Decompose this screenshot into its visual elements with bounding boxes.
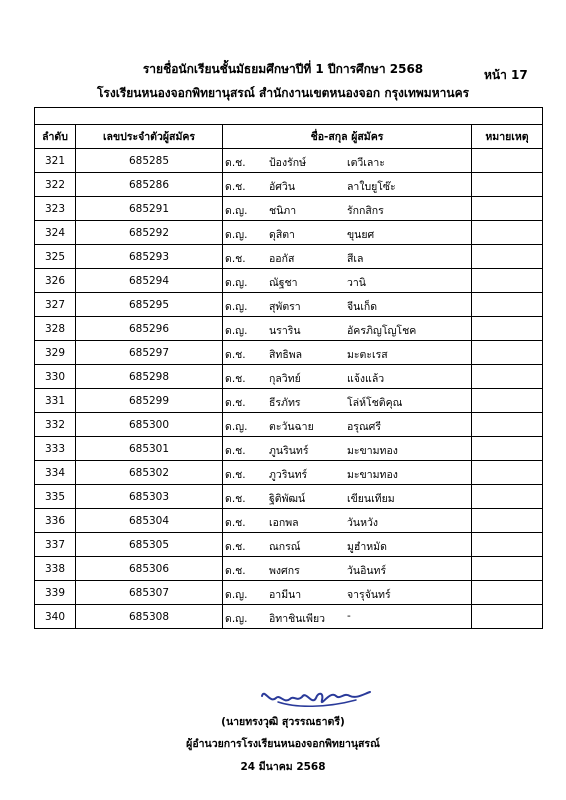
table-row xyxy=(35,605,543,629)
table-row xyxy=(35,149,543,173)
last-name: มะขามทอง xyxy=(347,469,398,481)
cell-note xyxy=(472,557,543,581)
table-row xyxy=(35,413,543,437)
cell-note xyxy=(472,533,543,557)
cell-app-id: 685286 xyxy=(76,173,223,197)
cell-note xyxy=(472,389,543,413)
name-prefix: ด.ช. xyxy=(225,157,246,169)
cell-app-id: 685296 xyxy=(76,317,223,341)
table-row xyxy=(35,293,543,317)
signer-name: (นายทรงวุฒิ สุวรรณธาตรี) xyxy=(221,716,345,728)
header-note: หมายเหตุ xyxy=(472,125,543,149)
cell-app-id: 685305 xyxy=(76,533,223,557)
cell-name xyxy=(223,197,472,221)
last-name: จารุจันทร์ xyxy=(347,589,391,601)
name-prefix: ด.ช. xyxy=(225,349,246,361)
first-name: สุพัตรา xyxy=(269,301,301,313)
cell-note xyxy=(472,317,543,341)
name-prefix: ด.ช. xyxy=(225,397,246,409)
cell-name xyxy=(223,437,472,461)
name-prefix: ด.ช. xyxy=(225,517,246,529)
table-row xyxy=(35,437,543,461)
header-seq: ลำดับ xyxy=(35,125,76,149)
table-row xyxy=(35,533,543,557)
last-name: ลาใบยูโซ๊ะ xyxy=(347,181,396,193)
cell-name xyxy=(223,341,472,365)
table-row xyxy=(35,365,543,389)
cell-note xyxy=(472,461,543,485)
last-name: เตวีเลาะ xyxy=(347,157,385,169)
last-name: ขุนยศ xyxy=(347,229,375,241)
cell-name xyxy=(223,557,472,581)
cell-app-id: 685304 xyxy=(76,509,223,533)
cell-name xyxy=(223,221,472,245)
cell-name xyxy=(223,149,472,173)
cell-note xyxy=(472,581,543,605)
name-prefix: ด.ญ. xyxy=(225,613,248,625)
table-row xyxy=(35,461,543,485)
school-name: โรงเรียนหนองจอกพิทยานุสรณ์ สำนักงานเขตหนองจอก กรุงเทพมหานคร xyxy=(96,86,470,100)
header-app-id: เลขประจำตัวผู้สมัคร xyxy=(76,125,223,149)
cell-app-id: 685302 xyxy=(76,461,223,485)
first-name: ธีรภัทร xyxy=(269,397,301,409)
first-name: นราริน xyxy=(269,325,301,337)
cell-seq: 331 xyxy=(35,389,76,413)
header-name: ชื่อ-สกุล ผู้สมัคร xyxy=(223,125,472,149)
cell-name xyxy=(223,293,472,317)
cell-note xyxy=(472,149,543,173)
cell-name xyxy=(223,389,472,413)
first-name: ชนิภา xyxy=(269,205,297,217)
last-name: มะตะเรส xyxy=(347,349,388,361)
name-prefix: ด.ญ. xyxy=(225,325,248,337)
cell-seq: 337 xyxy=(35,533,76,557)
cell-name xyxy=(223,533,472,557)
first-name: อิทาชินเพียว xyxy=(269,613,325,625)
name-prefix: ด.ช. xyxy=(225,565,246,577)
table-row xyxy=(35,173,543,197)
last-name: อรุณศรี xyxy=(347,421,381,433)
signature-image xyxy=(256,682,376,712)
applicant-table xyxy=(34,107,543,629)
last-name: จีนเก็ด xyxy=(347,301,378,313)
page-number: หน้า 17 xyxy=(484,68,528,82)
cell-app-id: 685303 xyxy=(76,485,223,509)
cell-name xyxy=(223,173,472,197)
cell-seq: 325 xyxy=(35,245,76,269)
cell-seq: 336 xyxy=(35,509,76,533)
table-row xyxy=(35,269,543,293)
first-name: ดุสิตา xyxy=(269,229,295,241)
name-prefix: ด.ญ. xyxy=(225,301,248,313)
cell-seq: 321 xyxy=(35,149,76,173)
last-name: แจ้งแล้ว xyxy=(347,373,385,385)
cell-app-id: 685298 xyxy=(76,365,223,389)
first-name: ณกรณ์ xyxy=(269,541,301,553)
cell-app-id: 685297 xyxy=(76,341,223,365)
last-name: มูฮำหมัด xyxy=(347,541,387,553)
cell-note xyxy=(472,365,543,389)
cell-app-id: 685299 xyxy=(76,389,223,413)
cell-seq: 326 xyxy=(35,269,76,293)
name-prefix: ด.ช. xyxy=(225,445,246,457)
cell-note xyxy=(472,509,543,533)
cell-seq: 333 xyxy=(35,437,76,461)
cell-seq: 339 xyxy=(35,581,76,605)
first-name: ฐิติพัฒน์ xyxy=(269,493,306,505)
signature-date: 24 มีนาคม 2568 xyxy=(240,761,326,773)
table-row xyxy=(35,341,543,365)
last-name: วันหวัง xyxy=(347,517,379,529)
last-name: โล่ห์โชติคุณ xyxy=(347,397,403,409)
table-row xyxy=(35,485,543,509)
last-name: วันอินทร์ xyxy=(347,565,387,577)
first-name: ภูวรินทร์ xyxy=(269,469,308,481)
last-name: สีเล xyxy=(347,253,364,265)
name-prefix: ด.ช. xyxy=(225,541,246,553)
cell-app-id: 685301 xyxy=(76,437,223,461)
document-title: รายชื่อนักเรียนชั้นมัธยมศึกษาปีที่ 1 ปีการศึกษา 2568 xyxy=(142,62,424,76)
table-spacer-row xyxy=(35,108,543,125)
cell-note xyxy=(472,293,543,317)
cell-note xyxy=(472,413,543,437)
name-prefix: ด.ช. xyxy=(225,253,246,265)
cell-app-id: 685293 xyxy=(76,245,223,269)
last-name: เขียนเทียม xyxy=(347,493,395,505)
cell-app-id: 685291 xyxy=(76,197,223,221)
cell-app-id: 685300 xyxy=(76,413,223,437)
cell-note xyxy=(472,245,543,269)
cell-seq: 329 xyxy=(35,341,76,365)
cell-name xyxy=(223,365,472,389)
cell-seq: 340 xyxy=(35,605,76,629)
cell-note xyxy=(472,269,543,293)
cell-app-id: 685308 xyxy=(76,605,223,629)
first-name: เอกพล xyxy=(269,517,299,529)
first-name: ณัฐชา xyxy=(269,277,298,289)
cell-seq: 328 xyxy=(35,317,76,341)
table-row xyxy=(35,221,543,245)
first-name: ภูนรินทร์ xyxy=(269,445,309,457)
cell-note xyxy=(472,341,543,365)
first-name: ตะวันฉาย xyxy=(269,421,314,433)
name-prefix: ด.ญ. xyxy=(225,421,248,433)
name-prefix: ด.ช. xyxy=(225,469,246,481)
last-name: รักกสิกร xyxy=(347,205,384,217)
cell-seq: 324 xyxy=(35,221,76,245)
table-row xyxy=(35,389,543,413)
first-name: อัศวิน xyxy=(269,181,296,193)
cell-seq: 322 xyxy=(35,173,76,197)
first-name: กุลวิทย์ xyxy=(269,373,301,385)
cell-name xyxy=(223,581,472,605)
name-prefix: ด.ญ. xyxy=(225,589,248,601)
cell-note xyxy=(472,197,543,221)
last-name: - xyxy=(347,610,351,622)
cell-seq: 334 xyxy=(35,461,76,485)
cell-seq: 332 xyxy=(35,413,76,437)
cell-seq: 335 xyxy=(35,485,76,509)
table-row xyxy=(35,509,543,533)
first-name: อามีนา xyxy=(269,589,302,601)
cell-app-id: 685295 xyxy=(76,293,223,317)
table-body xyxy=(35,149,543,629)
cell-app-id: 685307 xyxy=(76,581,223,605)
name-prefix: ด.ช. xyxy=(225,373,246,385)
cell-app-id: 685285 xyxy=(76,149,223,173)
cell-seq: 330 xyxy=(35,365,76,389)
cell-app-id: 685294 xyxy=(76,269,223,293)
cell-seq: 338 xyxy=(35,557,76,581)
table-row xyxy=(35,245,543,269)
first-name: ป้องรักษ์ xyxy=(269,157,307,169)
table-header-row xyxy=(35,125,543,149)
cell-app-id: 685292 xyxy=(76,221,223,245)
cell-name xyxy=(223,269,472,293)
cell-note xyxy=(472,437,543,461)
cell-app-id: 685306 xyxy=(76,557,223,581)
cell-seq: 327 xyxy=(35,293,76,317)
name-prefix: ด.ช. xyxy=(225,493,246,505)
table-row xyxy=(35,557,543,581)
last-name: วานิ xyxy=(347,277,366,289)
cell-note xyxy=(472,221,543,245)
cell-name xyxy=(223,509,472,533)
cell-name xyxy=(223,413,472,437)
first-name: พงศกร xyxy=(269,565,300,577)
cell-note xyxy=(472,605,543,629)
table-row xyxy=(35,197,543,221)
first-name: สิทธิพล xyxy=(269,349,303,361)
cell-name xyxy=(223,317,472,341)
name-prefix: ด.ญ. xyxy=(225,229,248,241)
cell-seq: 323 xyxy=(35,197,76,221)
signer-position: ผู้อำนวยการโรงเรียนหนองจอกพิทยานุสรณ์ xyxy=(186,738,380,750)
first-name: ออกัส xyxy=(269,253,295,265)
cell-name xyxy=(223,245,472,269)
cell-note xyxy=(472,485,543,509)
name-prefix: ด.ญ. xyxy=(225,205,248,217)
cell-name xyxy=(223,605,472,629)
table-row xyxy=(35,581,543,605)
last-name: มะขามทอง xyxy=(347,445,398,457)
cell-name xyxy=(223,485,472,509)
table-row xyxy=(35,317,543,341)
cell-name xyxy=(223,461,472,485)
cell-note xyxy=(472,173,543,197)
name-prefix: ด.ช. xyxy=(225,181,246,193)
last-name: อัครภิญโญโชค xyxy=(347,325,417,337)
name-prefix: ด.ญ. xyxy=(225,277,248,289)
